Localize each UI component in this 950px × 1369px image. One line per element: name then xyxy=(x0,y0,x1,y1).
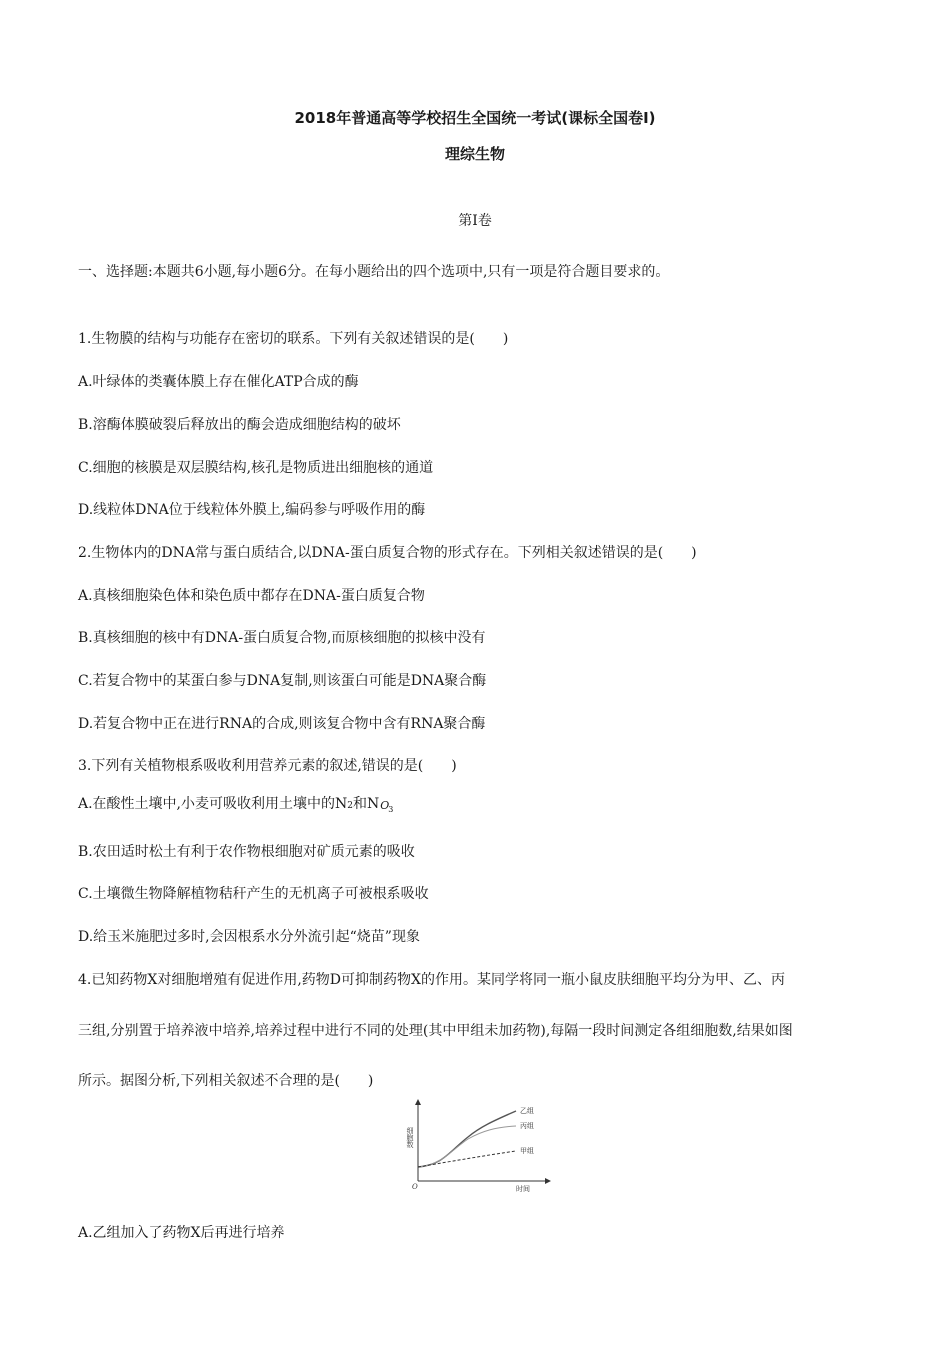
exam-subtitle: 理综生物 xyxy=(444,145,505,163)
series-jia-line xyxy=(418,1151,516,1167)
series-yi-line xyxy=(418,1111,516,1167)
question-4-stem-line-3: 所示。据图分析,下列相关叙述不合理的是( ) xyxy=(78,1073,374,1089)
question-1-option-c: C.细胞的核膜是双层膜结构,核孔是物质进出细胞核的通道 xyxy=(78,460,434,476)
question-2-option-a: A.真核细胞染色体和染色质中都存在DNA-蛋白质复合物 xyxy=(78,588,425,604)
question-3-stem: 3.下列有关植物根系吸收利用营养元素的叙述,错误的是( ) xyxy=(78,758,457,774)
question-1-option-a: A.叶绿体的类囊体膜上存在催化ATP合成的酶 xyxy=(78,374,359,390)
question-1-stem: 1.生物膜的结构与功能存在密切的联系。下列有关叙述错误的是( ) xyxy=(78,331,509,347)
exam-title: 2018年普通高等学校招生全国统一考试(课标全国卷Ⅰ) xyxy=(294,109,656,127)
question-2-option-b: B.真核细胞的核中有DNA-蛋白质复合物,而原核细胞的拟核中没有 xyxy=(78,630,486,646)
legend-bing: 丙组 xyxy=(520,1122,534,1130)
section-heading: 一、选择题:本题共6小题,每小题6分。在每小题给出的四个选项中,只有一项是符合题目要求的。 xyxy=(78,264,670,280)
question-2-option-d: D.若复合物中正在进行RNA的合成,则该复合物中含有RNA聚合酶 xyxy=(78,716,486,732)
legend-yi: 乙组 xyxy=(520,1107,534,1115)
question-4-stem-line-2: 三组,分别置于培养液中培养,培养过程中进行不同的处理(其中甲组未加药物),每隔一段时间测定各组细胞数,结果如图 xyxy=(78,1023,793,1039)
nitrate-formula: O 3 xyxy=(380,799,394,814)
volume-label: 第Ⅰ卷 xyxy=(458,213,492,229)
y-axis-label: 细胞数 xyxy=(406,1127,414,1148)
question-3-option-d: D.给玉米施肥过多时,会因根系水分外流引起“烧苗”现象 xyxy=(78,929,420,945)
origin-label: O xyxy=(412,1183,418,1191)
question-3-option-c: C.土壤微生物降解植物秸秆产生的无机离子可被根系吸收 xyxy=(78,886,429,902)
question-2-option-c: C.若复合物中的某蛋白参与DNA复制,则该蛋白可能是DNA聚合酶 xyxy=(78,673,487,689)
question-1-option-b: B.溶酶体膜破裂后释放出的酶会造成细胞结构的破坏 xyxy=(78,417,401,433)
cell-growth-figure xyxy=(398,1099,554,1195)
legend-jia: 甲组 xyxy=(520,1147,534,1155)
series-bing-line xyxy=(418,1126,516,1167)
question-4-option-a: A.乙组加入了药物X后再进行培养 xyxy=(78,1225,285,1241)
question-3-option-a: A.在酸性土壤中,小麦可吸收利用土壤中的N2和N O 3 xyxy=(78,796,394,814)
question-4-stem-line-1: 4.已知药物X对细胞增殖有促进作用,药物D可抑制药物X的作用。某同学将同一瓶小鼠皮肤细胞平均分为甲、乙、丙 xyxy=(78,972,785,988)
question-1-option-d: D.线粒体DNA位于线粒体外膜上,编码参与呼吸作用的酶 xyxy=(78,502,426,518)
question-2-stem: 2.生物体内的DNA常与蛋白质结合,以DNA-蛋白质复合物的形式存在。下列相关叙述错误的是( ) xyxy=(78,545,697,561)
question-3-option-b: B.农田适时松土有利于农作物根细胞对矿质元素的吸收 xyxy=(78,844,415,860)
x-axis-label: 时间 xyxy=(516,1185,530,1193)
